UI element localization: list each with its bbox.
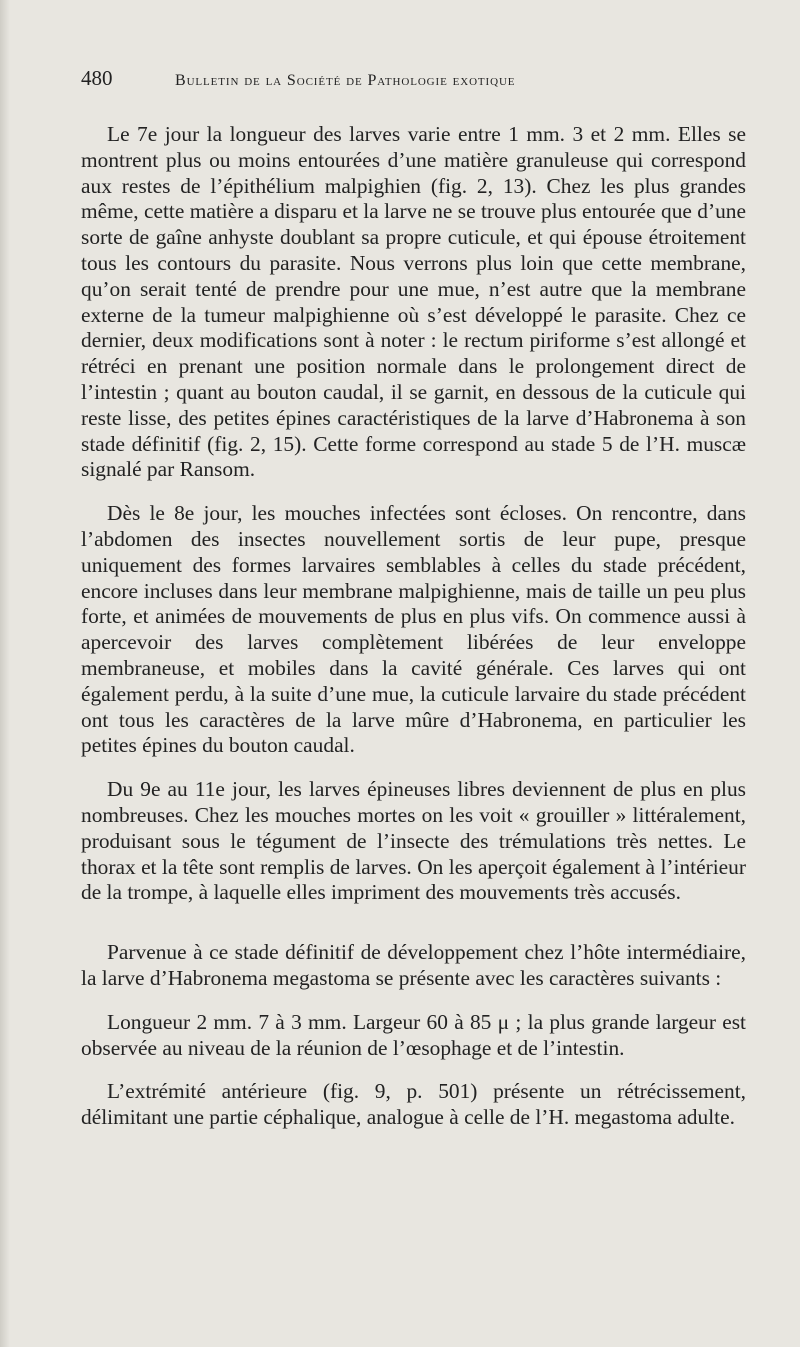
paragraph-5: Longueur 2 mm. 7 à 3 mm. Largeur 60 à 85 μ ; la plus grande largeur est observée au niveau de la réunion de l’œsophage et de l’intestin. [81, 1009, 746, 1060]
paragraph-3: Du 9e au 11e jour, les larves épineuses libres deviennent de plus en plus nombreuses. Chez les mouches mortes on les voit « grouiller » littéralement, produisant sous le tégument de l’insecte des trémulations très nettes. Le thorax et la tête sont remplis de larves. On les aperçoit également à l’intérieur de la trompe, à laquelle elles impriment des mouvements très accusés. [81, 777, 746, 905]
paragraph-4: Parvenue à ce stade définitif de développement chez l’hôte intermédiaire, la larve d’Habronema megastoma se présente avec les caractères suivants : [81, 940, 746, 990]
paragraph-1: Le 7e jour la longueur des larves varie entre 1 mm. 3 et 2 mm. Elles se montrent plus ou moins entourées d’une matière granuleuse qui correspond aux restes de l’épithélium malpighien (fig. 2, 13). Chez les plus grandes même, cette matière a disparu et la larve ne se trouve plus entourée que d’une sorte de gaîne anhyste doublant sa propre cuticule, et qui épouse étroitement tous les contours du parasite. Nous verrons plus loin que cette membrane, qu’on serait tenté de prendre pour une mue, n’est autre que la membrane externe de la tumeur malpighienne où s’est développé le parasite. Chez ce dernier, deux modifications sont à noter : le rectum piriforme s’est allongé et rétréci en prenant une position normale dans le prolongement direct de l’intestin ; quant au bouton caudal, il se garnit, en dessous de la cuticule qui reste lisse, des petites épines caractéristiques de la larve d’Habronema à son stade définitif (fig. 2, 15). Cette forme correspond au stade 5 de l’H. muscæ signalé par Ransom. [81, 122, 746, 482]
running-header [81, 66, 746, 102]
journal-title: Bulletin de la Société de Pathologie exotique [175, 72, 516, 89]
page-number: 480 [81, 66, 113, 90]
paragraph-6: L’extrémité antérieure (fig. 9, p. 501) présente un rétrécissement, délimitant une partie céphalique, analogue à celle de l’H. megastoma adulte. [81, 1079, 746, 1130]
page-edge-shadow [0, 0, 10, 1347]
paragraph-2: Dès le 8e jour, les mouches infectées sont écloses. On rencontre, dans l’abdomen des insectes nouvellement sortis de leur pupe, presque uniquement des formes larvaires semblables à celles du stade précédent, encore incluses dans leur membrane malpighienne, mais de taille un peu plus forte, et animées de mouvements de plus en plus vifs. On commence aussi à apercevoir des larves complètement libérées de leur enveloppe membraneuse, et mobiles dans la cavité générale. Ces larves qui ont également perdu, à la suite d’une mue, la cuticule larvaire du stade précédent ont tous les caractères de la larve mûre d’Habronema, en particulier les petites épines du bouton caudal. [81, 501, 746, 758]
